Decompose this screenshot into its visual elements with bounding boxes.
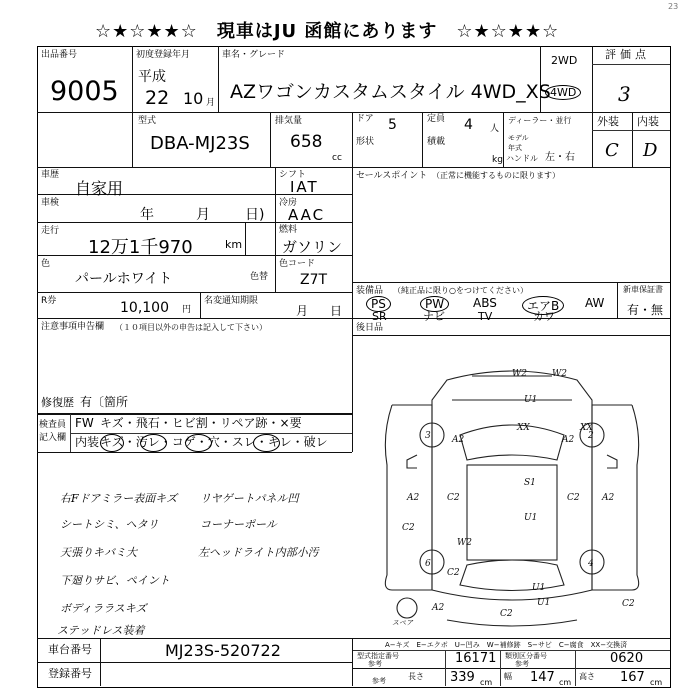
mileage-unit: km (225, 238, 243, 251)
mark-c2-rear-right: C2 (622, 599, 635, 609)
legend-fw-head: FW (75, 416, 94, 430)
grade-label: 評価点 (605, 48, 650, 61)
mark-u1-rear-2: U1 (537, 598, 551, 608)
sales-point-label: セールスポイント (356, 171, 428, 181)
rear-seat-label: 後日品 (356, 323, 384, 333)
mileage-label: 走行 (41, 226, 60, 236)
mark-wheel-2: 2 (588, 431, 594, 441)
mark-c2-side-right: C2 (567, 493, 580, 503)
model-name-value: AZワゴンカスタムスタイル 4WD_XS (230, 81, 551, 103)
load-unit: kg (492, 155, 503, 165)
legend-circle-sure (253, 434, 280, 452)
mark-c2-side-left: C2 (447, 493, 460, 503)
mark-w2-rear: W2 (457, 538, 472, 548)
note-right-2: コーナーポール (200, 518, 277, 531)
first-reg-label: 初度登録年月 (136, 50, 191, 60)
ext-label: 外装 (597, 115, 619, 128)
chassis-value: MJ23S-520722 (165, 641, 281, 660)
first-reg-year: 22 (145, 87, 170, 109)
length-unit: cm (480, 678, 493, 687)
mark-a2-side-right: A2 (602, 493, 615, 503)
grade-value: 3 (618, 82, 631, 106)
note-right-1: リヤゲートパネル凹 (200, 492, 299, 505)
height-unit: cm (650, 678, 663, 687)
drive-2wd: 2WD (551, 54, 578, 67)
length-label: 長さ (408, 672, 424, 681)
mileage-value: 12万1千970 (88, 237, 193, 258)
class-no-label: 類別区分番号 (505, 652, 547, 660)
mark-u1-rear: U1 (532, 583, 546, 593)
model-year-label: モデル年式 (508, 134, 529, 152)
car-damage-diagram (352, 340, 670, 638)
dealer-label: ディーラー・並行 (508, 116, 572, 125)
recycle-label: R券 (41, 296, 57, 306)
mark-w2-top-2: W2 (552, 369, 567, 379)
damage-legend: A−キズ E−エクボ U−凹み W−補修跡 S−サビ C−腐食 XX−交換済 (385, 641, 628, 649)
legend-side-2: 記入欄 (39, 433, 67, 443)
mark-a2-rear: A2 (432, 603, 445, 613)
equipment-tv: TV (478, 310, 493, 323)
mark-wheel-4: 4 (588, 559, 594, 569)
mark-c2-lower-left: C2 (402, 523, 415, 533)
note-left-2: シートシミ、ヘタリ (60, 518, 159, 531)
mark-c2-rear-left: C2 (447, 568, 460, 578)
attention-label: 注意事項申告欄 (41, 322, 105, 332)
tax-notice-month: 月 (296, 304, 309, 318)
width-unit: cm (559, 678, 572, 687)
drive-4wd: 4WD (545, 85, 581, 100)
ext-value: C (605, 140, 619, 161)
first-reg-month: 10 (183, 89, 204, 108)
tax-notice-label: 名変通知期限 (204, 296, 259, 306)
banner: ☆★☆★★☆ 現車はJU 函館にあります ☆★☆★★☆ (95, 21, 560, 42)
fuel-label: 燃料 (279, 225, 298, 235)
inspection-year: 年 (140, 207, 154, 223)
attention-note: （１０項目以外の申告は記入して下さい） (115, 323, 267, 332)
first-reg-month-unit: 月 (206, 98, 216, 108)
model-name-label: 車名・グレード (222, 50, 286, 60)
type-no-value: 16171 (455, 651, 497, 666)
equipment-note: （純正品に限り○をつけてください） (393, 286, 528, 295)
mark-wheel-3: 3 (425, 431, 431, 441)
equipment-airbag: エアB (522, 296, 564, 315)
inspection-day: 日) (245, 207, 265, 223)
doors-label: ドア (356, 114, 374, 124)
registration-label: 登録番号 (48, 667, 92, 680)
mark-xx-right: XX (580, 423, 593, 433)
repair-value: 有〔箇所 (80, 395, 129, 409)
legend-int-items: キズ・汚レ・コゲ・穴・スレ・キレ・破レ (100, 435, 328, 449)
aircon-label: 冷房 (279, 198, 298, 208)
capacity-label: 定員 (427, 114, 446, 124)
mark-a2-left: A2 (452, 435, 465, 445)
mark-u1-roof: U1 (524, 513, 538, 523)
length-value: 339 (450, 670, 475, 685)
recycle-unit: 円 (182, 305, 192, 315)
load-label: 積載 (427, 137, 446, 147)
equipment-abs: ABS (473, 296, 497, 310)
recycle-value: 10,100 (120, 300, 169, 316)
width-value: 147 (530, 670, 555, 685)
aircon-value: AAC (288, 206, 326, 224)
type-no-ref: 参考 (368, 660, 382, 668)
int-value: D (643, 140, 658, 161)
shape-label: 形状 (356, 137, 375, 147)
mark-wheel-6: 6 (425, 559, 431, 569)
legend-circle-yogore (140, 434, 167, 452)
displacement-value: 658 (290, 132, 323, 152)
equipment-navi: ナビ (423, 310, 445, 323)
handle-value: 左・右 (545, 152, 575, 163)
mark-a2-right: A2 (562, 435, 575, 445)
equipment-label: 装備品 (356, 286, 384, 296)
width-label: 幅 (504, 672, 512, 681)
class-no-ref: 参考 (515, 660, 529, 668)
displacement-unit: cc (332, 153, 342, 163)
dims-ref-label: 参考 (372, 677, 386, 685)
corner-mark: 23 (668, 2, 679, 11)
equipment-pw: PW (420, 296, 449, 312)
mark-w2-top: W2 (512, 369, 527, 379)
warranty-value: 有・無 (627, 303, 664, 317)
equipment-leather: カワ (533, 310, 555, 323)
note-left-5: ボディララスキズ (60, 602, 147, 615)
fuel-value: ガソリン (282, 238, 343, 256)
color-label: 色 (41, 259, 51, 269)
int-label: 内装 (637, 115, 659, 128)
legend-side-1: 検査員 (39, 420, 67, 430)
tax-notice-day: 日 (330, 304, 343, 318)
warranty-label: 新車保証書 (623, 285, 663, 294)
shift-value: IAT (290, 178, 319, 196)
note-right-3: 左ヘッドライト内部小汚 (198, 546, 319, 559)
note-left-3: 天張りキバミ大 (60, 546, 137, 559)
capacity-value: 4 (464, 117, 473, 133)
repair-label: 修復歴 (41, 396, 74, 409)
sales-point-note: （正常に機能するものに限ります） (432, 171, 560, 180)
mark-a2-side-left: A2 (407, 493, 420, 503)
lot-label: 出品番号 (41, 50, 78, 60)
handle-label: ハンドル (506, 154, 538, 163)
mark-xx-center: XX (517, 423, 530, 433)
first-reg-era: 平成 (138, 69, 166, 85)
history-value: 自家用 (75, 179, 124, 198)
inspection-month: 月 (196, 207, 210, 223)
type-no-label: 型式指定番号 (357, 652, 399, 660)
model-type-label: 型式 (138, 116, 157, 126)
mark-u1-hood: U1 (524, 395, 538, 405)
inspection-label: 車検 (41, 198, 60, 208)
mark-c2-bumper: C2 (500, 609, 513, 619)
color-change-label: 色替 (250, 272, 269, 282)
legend-circle-kizu (100, 434, 124, 452)
lot-number: 9005 (50, 76, 119, 107)
note-left-4: 下廻りサビ、ペイント (60, 574, 170, 587)
legend-fw-items: キズ・飛石・ヒビ割・リペア跡・×要 (100, 416, 302, 430)
color-code-label: 色コード (279, 259, 316, 269)
model-type-value: DBA-MJ23S (150, 133, 250, 154)
capacity-unit: 人 (490, 124, 500, 134)
note-left-6: ステッドレス装着 (57, 624, 145, 637)
height-value: 167 (620, 670, 645, 685)
class-no-value: 0620 (610, 651, 644, 666)
shift-label: シフト (279, 170, 307, 180)
chassis-label: 車台番号 (48, 643, 92, 656)
note-left-1: 右Fドアミラー表面キズ (60, 492, 178, 505)
doors-value: 5 (388, 117, 397, 133)
spare-label: スペア (392, 619, 413, 627)
equipment-aw: AW (585, 296, 605, 310)
height-label: 高さ (579, 672, 595, 681)
history-label: 車歴 (41, 170, 60, 180)
color-value: パールホワイト (75, 271, 173, 287)
equipment-sr: SR (372, 310, 387, 323)
legend-circle-koge (185, 434, 212, 452)
color-code-value: Z7T (300, 272, 328, 288)
equipment-ps: PS (366, 296, 391, 312)
displacement-label: 排気量 (275, 116, 303, 126)
mark-s1-roof: S1 (524, 478, 536, 488)
legend-int-head: 内装 (75, 435, 100, 449)
